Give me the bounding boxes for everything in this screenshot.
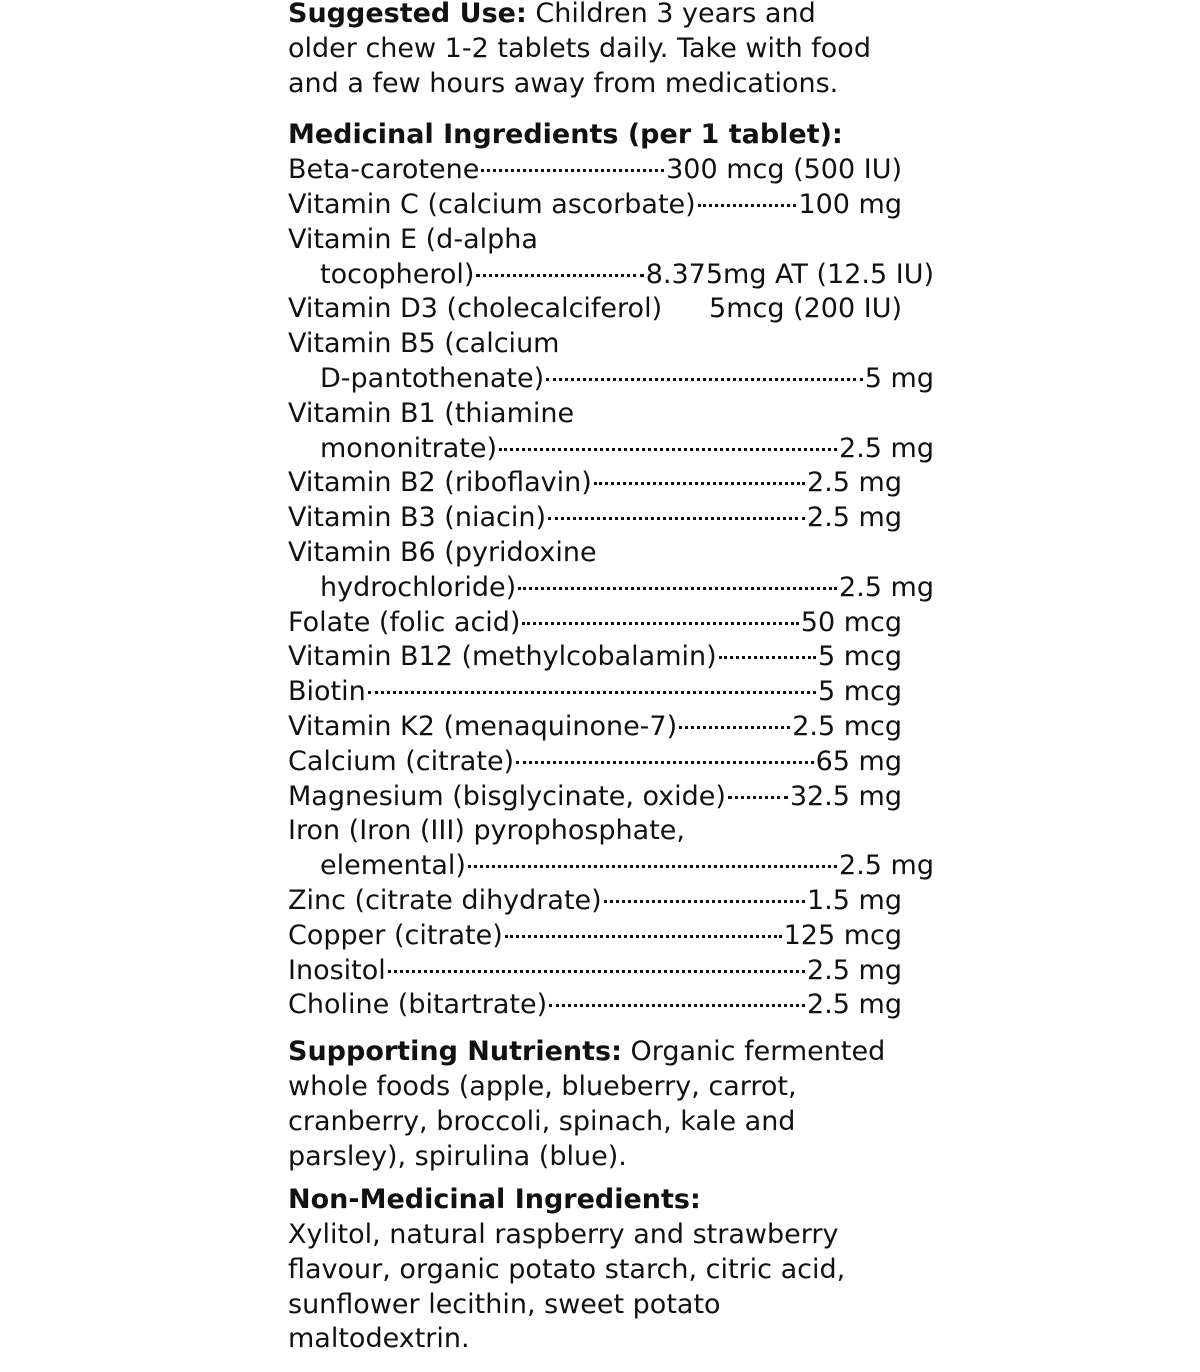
ingredient-row: [288, 814, 902, 849]
non-medicinal-ingredients-text: [288, 1218, 904, 1357]
suggested-use-line-3: and a few hours away from medications.: [288, 67, 839, 99]
ingredient-row: [288, 710, 902, 745]
non-medicinal-line-2: flavour, organic potato starch, citric acid,: [288, 1253, 846, 1285]
ingredient-row: [288, 432, 934, 467]
ingredient-amount: 2.5 mg: [807, 502, 902, 534]
ingredient-amount: 32.5 mg: [789, 780, 902, 812]
ingredient-amount: 5 mcg: [817, 641, 902, 673]
supporting-nutrients-line-2: whole foods (apple, blueberry, carrot,: [288, 1070, 797, 1102]
ingredient-name: Vitamin B3 (niacin): [288, 502, 546, 534]
dot-leader: [679, 726, 790, 729]
ingredient-name: Inositol: [288, 954, 386, 986]
ingredient-amount: 2.5 mg: [839, 432, 934, 464]
ingredient-name: elemental): [320, 850, 466, 882]
non-medicinal-line-1: Xylitol, natural raspberry and strawberry: [288, 1219, 839, 1251]
ingredient-row: [288, 988, 902, 1023]
spacer: [288, 1174, 904, 1183]
dot-leader: [604, 900, 805, 903]
dot-leader: [698, 204, 797, 207]
dot-leader: [719, 656, 816, 659]
ingredient-amount: 2.5 mg: [807, 954, 902, 986]
dot-leader: [499, 448, 837, 451]
ingredient-amount: 100 mg: [798, 188, 902, 220]
dot-leader: [388, 970, 805, 973]
supporting-nutrients-label: Supporting Nutrients:: [288, 1036, 622, 1068]
ingredient-row: [288, 536, 902, 571]
non-medicinal-line-3: sunflower lecithin, sweet potato: [288, 1288, 721, 1320]
dot-leader: [468, 865, 837, 868]
ingredient-name: mononitrate): [320, 432, 498, 464]
dot-leader: [481, 169, 664, 172]
ingredient-name: Calcium (citrate): [288, 745, 515, 777]
ingredient-row: [288, 327, 902, 362]
ingredient-name: Vitamin D3 (cholecalciferol): [288, 293, 663, 325]
ingredient-row: [288, 397, 902, 432]
ingredient-row: [288, 640, 902, 675]
spacer: [288, 101, 904, 118]
ingredient-row: [288, 919, 902, 954]
ingredient-name: Vitamin B12 (methylcobalamin): [288, 641, 717, 673]
ingredient-name: Vitamin B1 (thiamine: [288, 397, 575, 429]
non-medicinal-ingredients-title: Non-Medicinal Ingredients:: [288, 1184, 701, 1216]
dot-leader: [368, 691, 816, 694]
ingredient-row: [288, 188, 902, 223]
dot-leader: [505, 935, 782, 938]
ingredient-amount: 125 mcg: [783, 919, 902, 951]
supporting-nutrients-line-1: Organic fermented: [630, 1036, 886, 1068]
ingredient-name: Vitamin B6 (pyridoxine: [288, 536, 597, 568]
ingredient-name: Copper (citrate): [288, 919, 503, 951]
ingredient-name: Magnesium (bisglycinate, oxide): [288, 780, 726, 812]
ingredient-amount: 300 mcg (500 IU): [666, 154, 902, 186]
dot-leader: [476, 274, 643, 277]
spacer: [288, 1023, 904, 1035]
ingredient-name: Vitamin K2 (menaquinone-7): [288, 710, 678, 742]
ingredient-name: Vitamin B5 (calcium: [288, 328, 560, 360]
ingredient-amount: 5 mg: [864, 362, 934, 394]
ingredient-amount: 50 mcg: [800, 606, 902, 638]
dot-leader: [594, 482, 805, 485]
ingredient-amount: 65 mg: [815, 745, 902, 777]
ingredient-row: [288, 153, 902, 188]
ingredient-row: [288, 849, 934, 884]
suggested-use-label: Suggested Use:: [288, 0, 527, 29]
dot-leader: [546, 378, 863, 381]
ingredient-name: Folate (folic acid): [288, 606, 521, 638]
suggested-use-section: [288, 0, 904, 101]
ingredient-amount: 2.5 mg: [839, 850, 934, 882]
suggested-use-line-1: Children 3 years and: [535, 0, 816, 29]
ingredient-row: [288, 223, 902, 258]
supporting-nutrients-line-3: cranberry, broccoli, spinach, kale and: [288, 1105, 796, 1137]
ingredient-amount: 2.5 mg: [839, 571, 934, 603]
ingredient-amount: 2.5 mg: [807, 989, 902, 1021]
ingredient-row: [288, 745, 902, 780]
ingredient-amount: 8.375mg AT (12.5 IU): [645, 258, 934, 290]
dot-leader: [728, 796, 788, 799]
ingredient-name: tocopherol): [320, 258, 475, 290]
ingredient-name: D-pantothenate): [320, 362, 545, 394]
ingredient-row: [288, 258, 934, 293]
ingredient-row: [288, 606, 902, 641]
dot-leader: [516, 761, 814, 764]
dot-leader: [548, 517, 805, 520]
supporting-nutrients-section: [288, 1035, 904, 1174]
ingredient-name: Beta-carotene: [288, 154, 480, 186]
dot-leader: [522, 622, 798, 625]
medicinal-ingredients-title: Medicinal Ingredients (per 1 tablet):: [288, 119, 843, 151]
ingredient-row: [288, 780, 902, 815]
ingredient-name: Biotin: [288, 676, 366, 708]
ingredient-row: [288, 675, 902, 710]
ingredient-name: Choline (bitartrate): [288, 989, 548, 1021]
ingredient-amount: 5 mcg: [817, 676, 902, 708]
ingredient-row: [288, 884, 902, 919]
medicinal-ingredients-list: [288, 153, 934, 1023]
ingredient-row: [288, 571, 934, 606]
ingredient-name: hydrochloride): [320, 571, 517, 603]
ingredient-row: [288, 362, 934, 397]
ingredient-name: Iron (Iron (III) pyrophosphate,: [288, 815, 685, 847]
supporting-nutrients-line-4: parsley), spirulina (blue).: [288, 1140, 627, 1172]
ingredient-amount: 5mcg (200 IU): [709, 293, 902, 325]
ingredient-row: [288, 292, 902, 327]
ingredient-row: [288, 466, 902, 501]
ingredient-name: Zinc (citrate dihydrate): [288, 884, 602, 916]
ingredient-name: Vitamin B2 (riboflavin): [288, 467, 592, 499]
ingredient-amount: 2.5 mg: [807, 467, 902, 499]
suggested-use-line-2: older chew 1-2 tablets daily. Take with food: [288, 32, 871, 64]
ingredient-row: [288, 501, 902, 536]
ingredient-name: Vitamin C (calcium ascorbate): [288, 188, 696, 220]
ingredient-amount: 1.5 mg: [807, 884, 902, 916]
ingredient-row: [288, 954, 902, 989]
ingredients-panel: [288, 0, 934, 1357]
ingredient-name: Vitamin E (d-alpha: [288, 223, 538, 255]
ingredient-amount: 2.5 mcg: [792, 710, 902, 742]
non-medicinal-line-4: maltodextrin.: [288, 1323, 470, 1355]
dot-leader: [549, 1004, 805, 1007]
dot-leader: [518, 587, 837, 590]
